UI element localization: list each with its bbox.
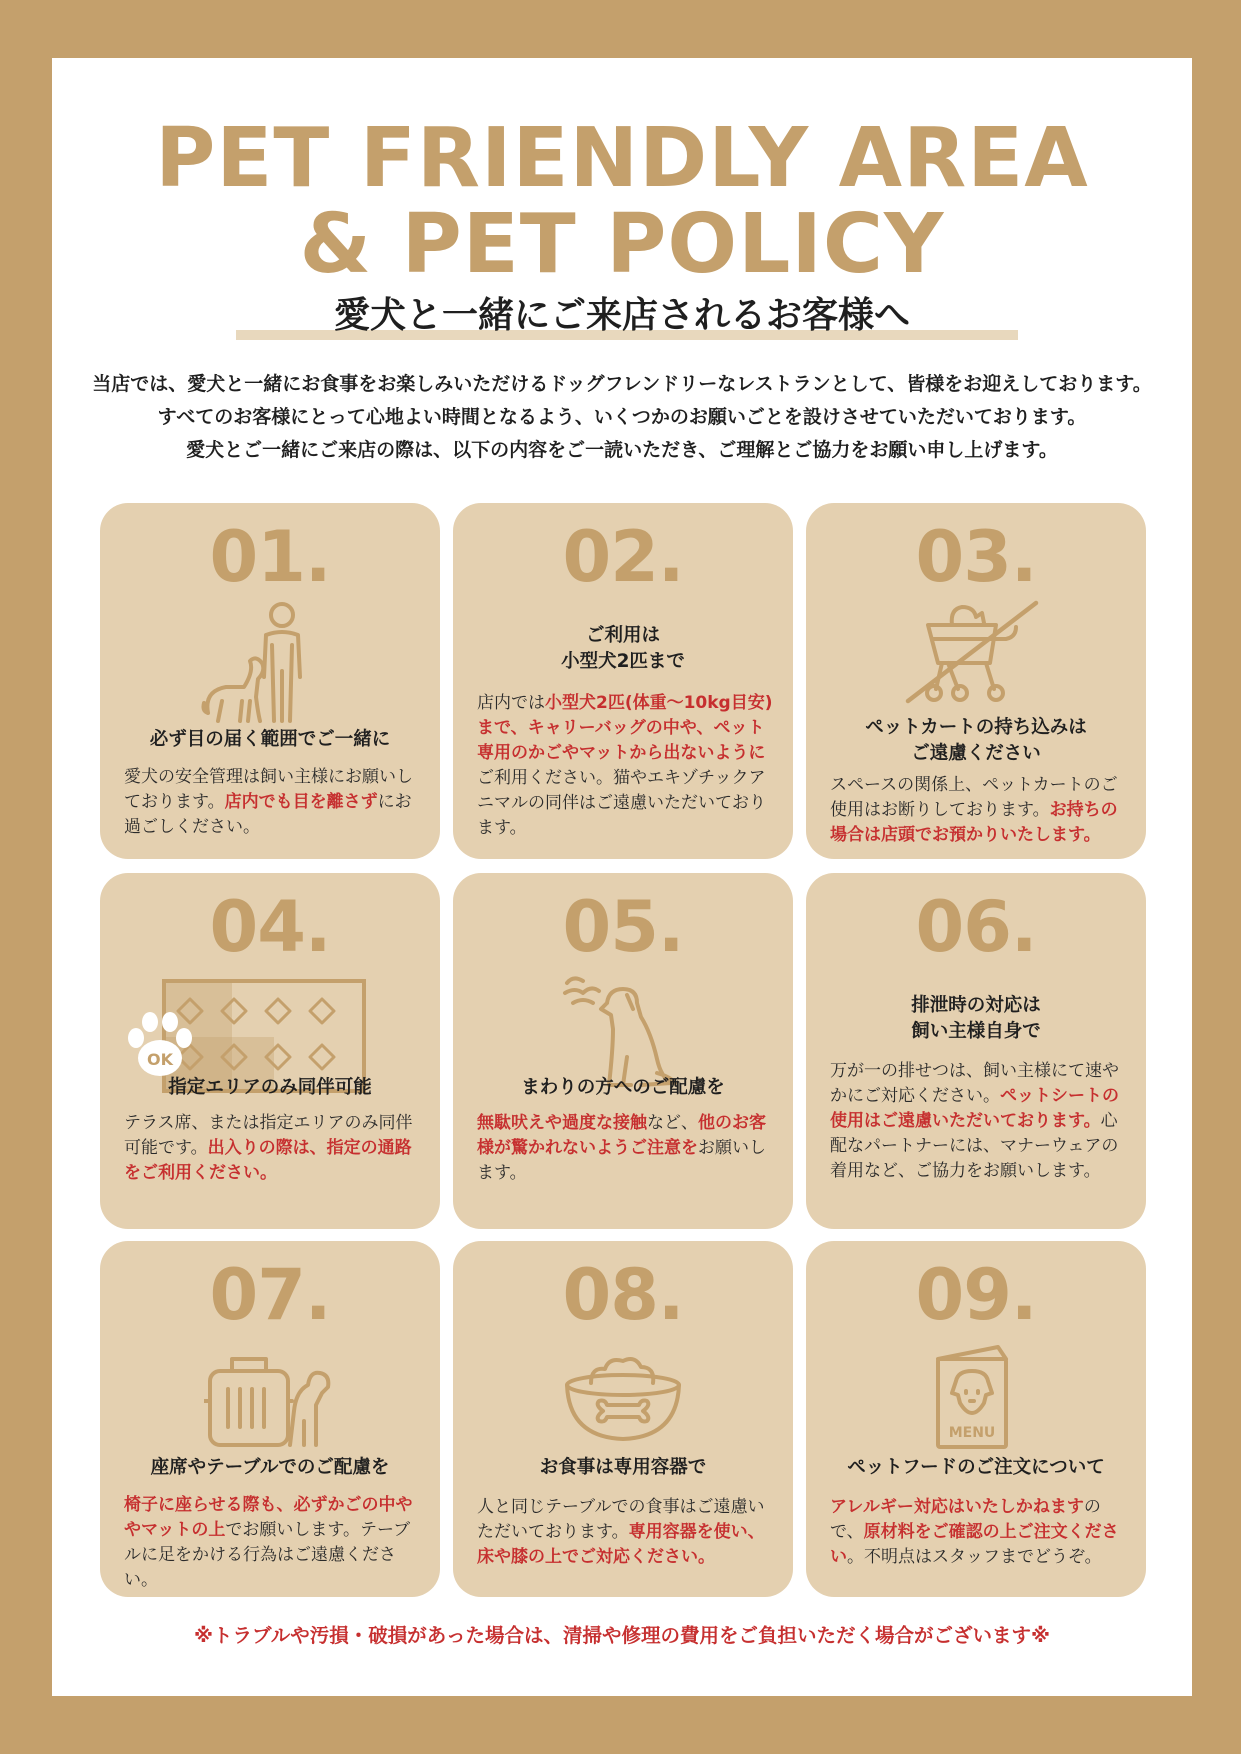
- card-body: [830, 1059, 1126, 1184]
- card-number: 03.: [915, 516, 1037, 598]
- card-body-highlight: 店内でも目を離さず: [224, 792, 378, 812]
- policy-card-08: [453, 1241, 793, 1597]
- card-body-text: など、: [647, 1113, 698, 1133]
- ok-badge-label: OK: [147, 1050, 173, 1069]
- card-heading: [816, 993, 1136, 1045]
- intro-line: 愛犬とご一緒にご来店の際は、以下の内容をご一読いただき、ご理解とご協力をお願い申し上げます。: [186, 439, 1058, 461]
- card-body-highlight: 原材料をご確認の上ご注文ください: [830, 1522, 1119, 1567]
- card-body: [124, 1493, 420, 1593]
- card-body: [124, 1111, 420, 1186]
- card-body-text: ご利用ください。猫やエキゾチックアニマルの同伴はご遠慮いただいております。: [477, 768, 766, 838]
- card-body-text: 心配なパートナーには、マナーウェアの着用など、ご協力をお願いします。: [830, 1111, 1119, 1181]
- card-body-text: 愛犬の安全管理は飼い主様にお願いしております。: [124, 767, 413, 812]
- card-number: 07.: [209, 1254, 331, 1336]
- card-body-text: お願いします。: [477, 1138, 766, 1183]
- card-body-text: 万が一の排せつは、飼い主様にて速やかにご対応ください。: [830, 1061, 1119, 1106]
- card-body-text: スペースの関係上、ペットカートのご使用はお断りしております。: [830, 775, 1118, 820]
- card-body-text: テラス席、または指定エリアのみ同伴可能です。: [124, 1113, 413, 1158]
- card-body-highlight: 出入りの際は、指定の通路をご利用ください。: [124, 1138, 412, 1183]
- subtitle: 愛犬と一緒にご来店されるお客様へ: [333, 295, 910, 336]
- card-number: 01.: [209, 516, 331, 598]
- policy-card-09: [806, 1241, 1146, 1597]
- card-body: [477, 1495, 773, 1570]
- card-body-text: ので、: [830, 1497, 1101, 1542]
- intro-text: [92, 368, 1152, 467]
- card-body: [830, 1495, 1126, 1570]
- card-heading-line: 飼い主様自身で: [911, 1021, 1041, 1042]
- card-heading-line: ご遠慮ください: [911, 743, 1041, 764]
- dog-food-bowl-icon: [561, 1349, 685, 1453]
- no-pet-cart-icon: [902, 599, 1042, 709]
- card-heading: 必ず目の届く範囲でご一緒に: [149, 729, 391, 750]
- policy-card-01: [100, 503, 440, 859]
- card-number: 06.: [915, 886, 1037, 968]
- card-number: 02.: [562, 516, 684, 598]
- card-heading: お食事は専用容器で: [539, 1457, 707, 1478]
- card-heading: ペットフードのご注文について: [847, 1457, 1105, 1478]
- card-body-text: でお願いします。テーブルに足をかける行為はご遠慮ください。: [124, 1520, 411, 1590]
- title-line-1: PET FRIENDLY AREA: [155, 111, 1089, 206]
- card-body-highlight: ペットシートの使用はご遠慮いただいております。: [830, 1086, 1119, 1131]
- card-number: 04.: [209, 886, 331, 968]
- card-heading: まわりの方へのご配慮を: [521, 1077, 725, 1098]
- card-body-text: にお過ごしください。: [124, 792, 412, 837]
- card-body-highlight: 小型犬2匹(体重〜10kg目安)まで、キャリーバッグの中や、ペット専用のかごやマットから出ないように: [477, 693, 773, 763]
- poster: [52, 58, 1192, 1696]
- card-body-highlight: 他のお客様が驚かれないようご注意を: [477, 1113, 766, 1158]
- intro-line: すべてのお客様にとって心地よい時間となるよう、いくつかのお願いごとを設けさせていただいております。: [157, 406, 1087, 428]
- dog-menu-icon: [932, 1345, 1012, 1455]
- card-body: [477, 1111, 773, 1186]
- card-body-text: 。不明点はスタッフまでどうぞ。: [847, 1547, 1102, 1567]
- card-heading-line: 排泄時の対応は: [911, 995, 1041, 1016]
- card-heading: [816, 715, 1136, 767]
- policy-card-05: [453, 873, 793, 1229]
- card-body-highlight: アレルギー対応はいたしかねます: [830, 1497, 1084, 1517]
- card-body: [124, 765, 420, 840]
- pet-carrier-and-dog-icon: [204, 1351, 334, 1455]
- card-body-highlight: 椅子に座らせる際も、必ずかごの中ややマットの上: [124, 1495, 413, 1540]
- card-heading: 座席やテーブルでのご配慮を: [150, 1457, 390, 1478]
- card-heading-line: 小型犬2匹まで: [561, 651, 685, 672]
- card-body-text: 人と同じテーブルでの食事はご遠慮いただいております。: [477, 1497, 765, 1542]
- policy-card-04: [100, 873, 440, 1229]
- title-line-2: & PET POLICY: [299, 197, 945, 292]
- card-heading-line: ご利用は: [585, 625, 660, 646]
- policy-card-06: [806, 873, 1146, 1229]
- card-heading: 指定エリアのみ同伴可能: [168, 1077, 372, 1098]
- card-number: 08.: [562, 1254, 684, 1336]
- policy-card-07: [100, 1241, 440, 1597]
- card-body-text: 店内では: [477, 693, 545, 713]
- card-heading: [463, 623, 783, 675]
- menu-label: MENU: [948, 1425, 996, 1441]
- card-body-highlight: 無駄吠えや過度な接触: [477, 1113, 647, 1133]
- card-number: 05.: [562, 886, 684, 968]
- card-number: 09.: [915, 1254, 1037, 1336]
- intro-line: 当店では、愛犬と一緒にお食事をお楽しみいただけるドッグフレンドリーなレストランとして、皆様をお迎えしております。: [92, 373, 1152, 395]
- card-body: [477, 691, 773, 841]
- card-body-highlight: お持ちの場合は店頭でお預かりいたします。: [830, 800, 1118, 845]
- policy-card-02: [453, 503, 793, 859]
- policy-card-03: [806, 503, 1146, 859]
- footer-notice: ※トラブルや汚損・破損があった場合は、清掃や修理の費用をご負担いただく場合がございます※: [194, 1624, 1050, 1647]
- person-with-dog-icon: [200, 601, 320, 729]
- card-body-highlight: 専用容器を使い、床や膝の上でご対応ください。: [477, 1522, 765, 1567]
- card-heading-line: ペットカートの持ち込みは: [865, 717, 1087, 738]
- card-body: [830, 773, 1126, 848]
